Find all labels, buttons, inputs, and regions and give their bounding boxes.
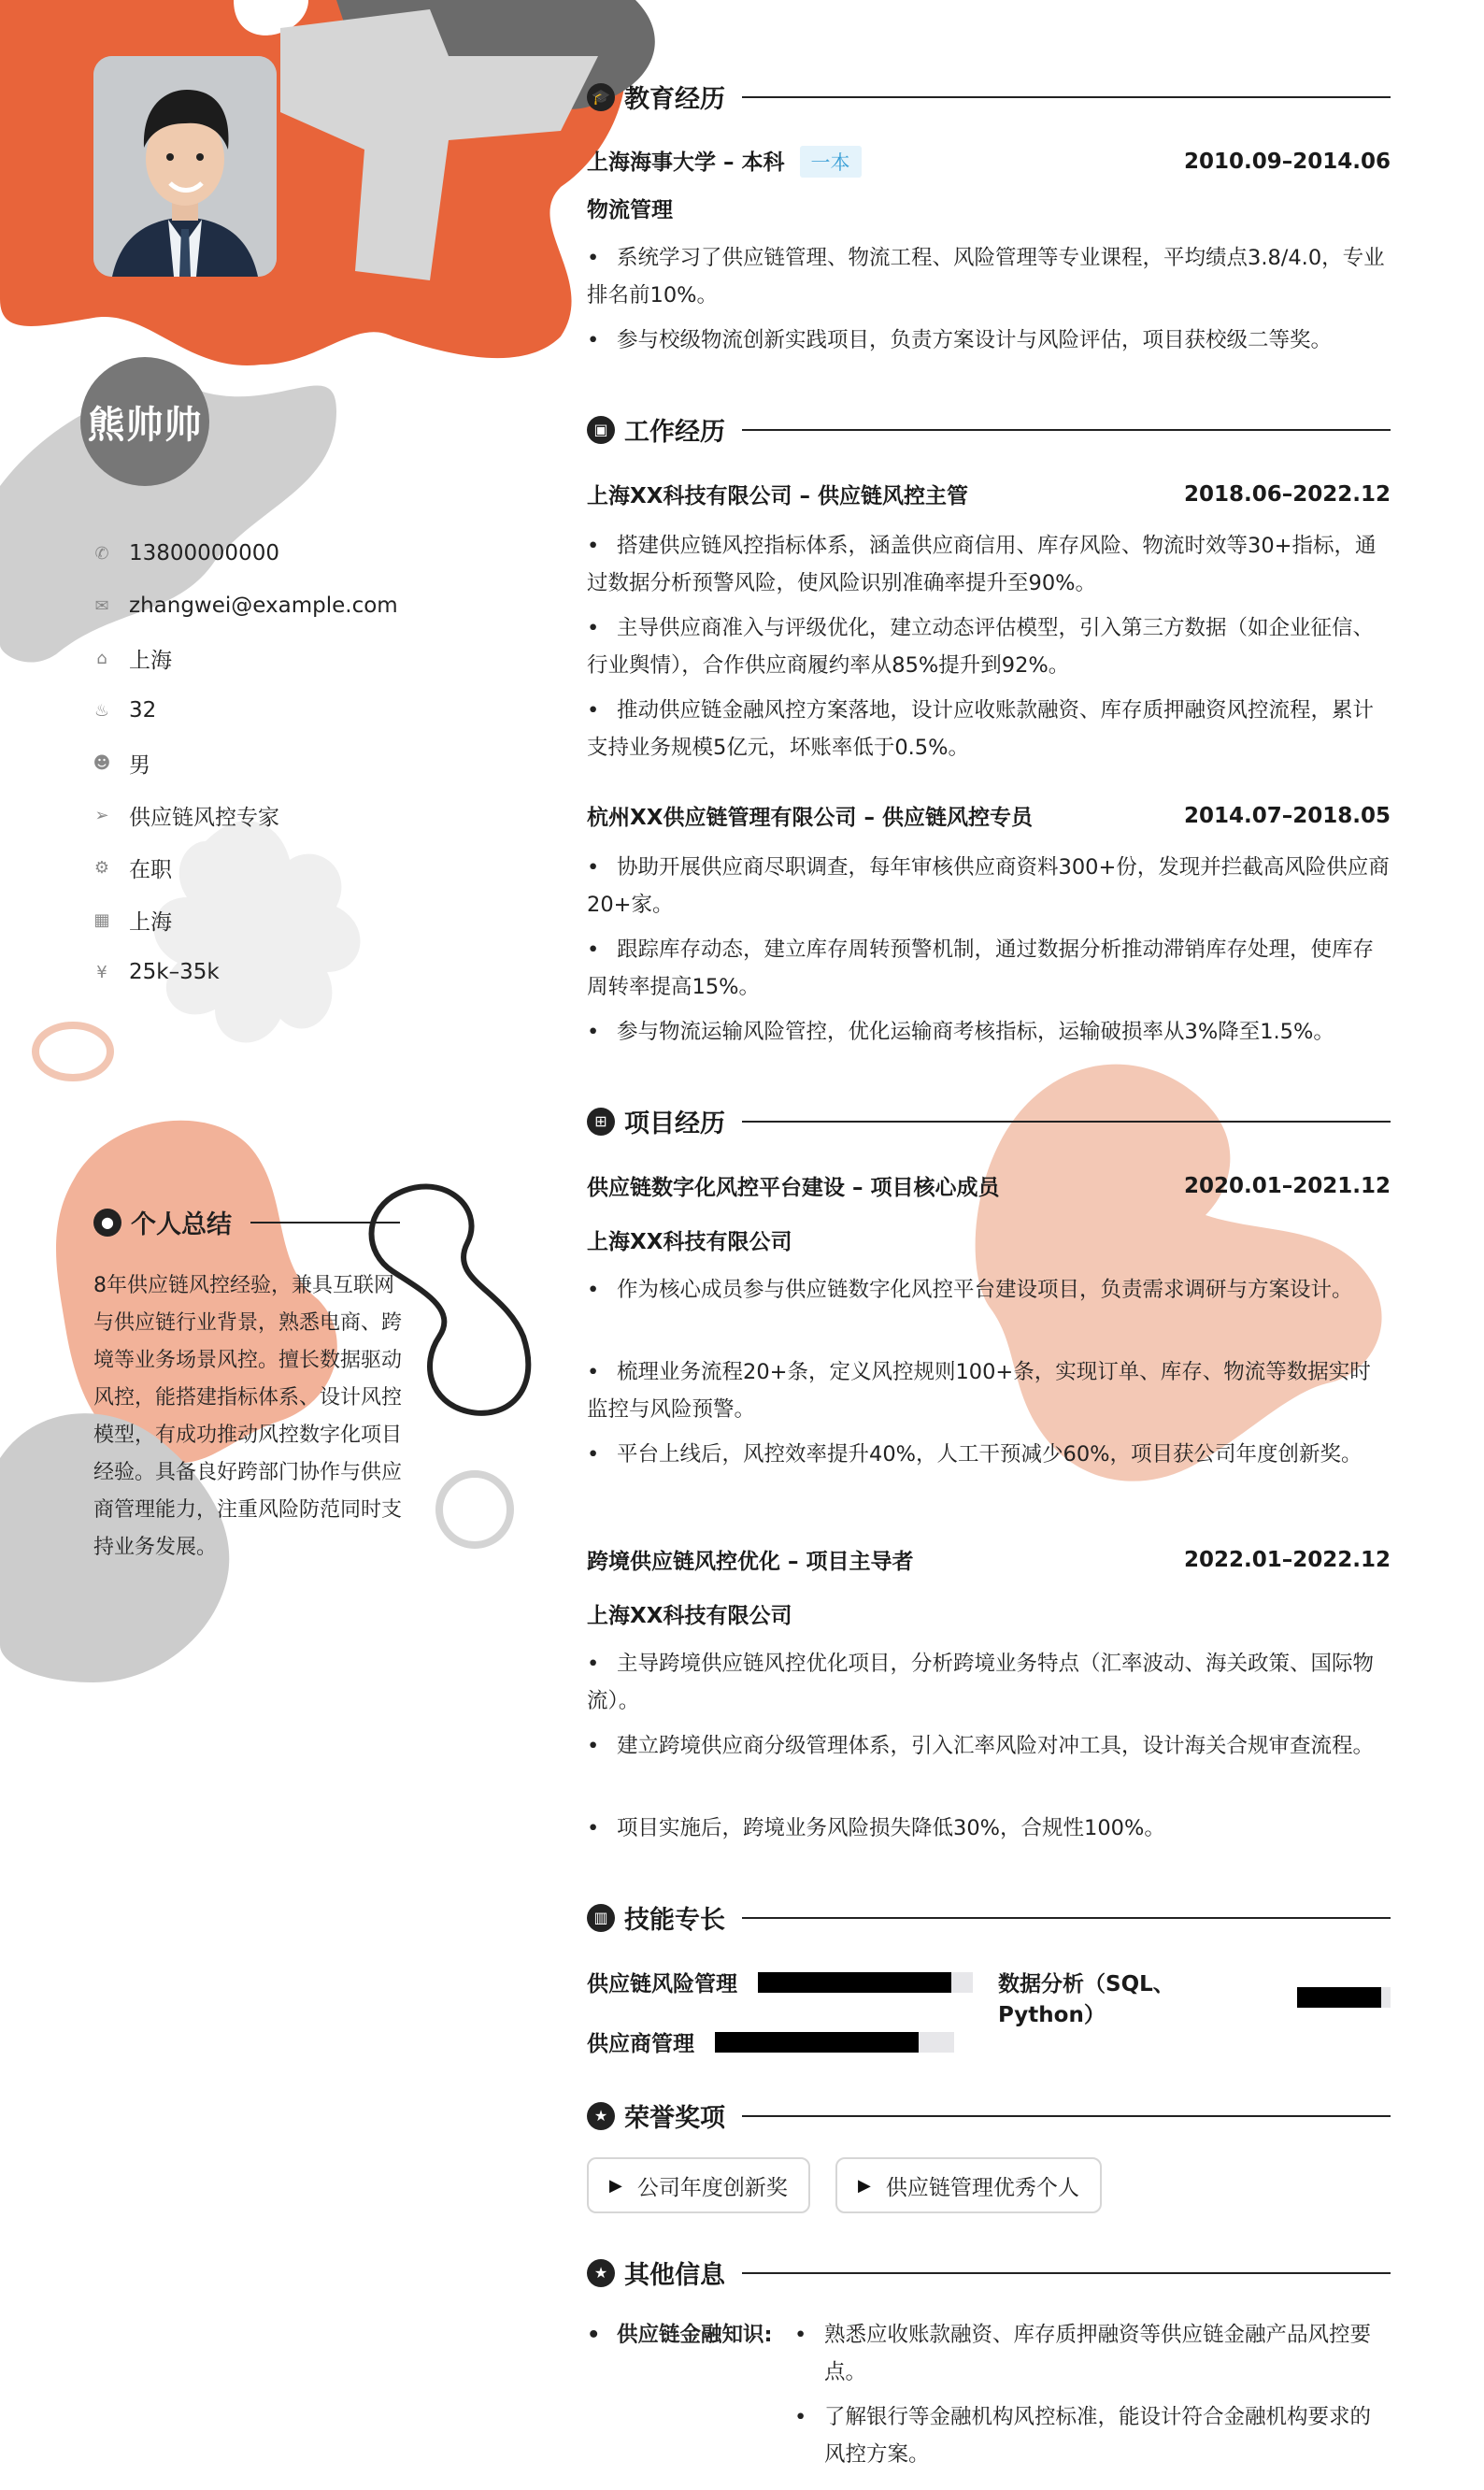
person-photo xyxy=(93,56,277,277)
section-divider xyxy=(742,2115,1391,2117)
contact-info-list xyxy=(92,527,398,998)
education-bullet: • 系统学习了供应链管理、物流工程、风险管理等专业课程，平均绩点3.8/4.0，专业排名前10%。 xyxy=(587,239,1391,314)
phone-icon: ✆ xyxy=(94,543,109,564)
other-title: 其他信息 xyxy=(624,2261,725,2290)
graduation-cap-icon: 🎓 xyxy=(587,83,615,111)
job-company: 上海XX科技有限公司 – 供应链风控主管 xyxy=(587,484,968,508)
info-email xyxy=(92,580,398,632)
education-school-wrap xyxy=(587,145,862,178)
job-row xyxy=(587,479,1391,509)
skills-title: 技能专长 xyxy=(624,1906,725,1935)
summary-divider xyxy=(250,1222,400,1224)
job-bullet: • 协助开展供应商尽职调查，每年审核供应商资料300+份，发现并拦截高风险供应商20+家。 xyxy=(587,849,1391,923)
education-row xyxy=(587,145,1391,178)
skill-item xyxy=(587,1967,973,1997)
section-divider xyxy=(742,2272,1391,2274)
award-item xyxy=(587,2157,810,2213)
summary-text: 8年供应链风控经验，兼具互联网与供应链行业背景，熟悉电商、跨境等业务场景风控。擅长数据驱动风控，能搭建指标体系、设计风控模型，有成功推动风控数字化项目经验。具备良好跨部门协作与供应商管理能力，注重风险防范同时支持业务发展。 xyxy=(93,1274,403,1559)
status-icon: ⚙ xyxy=(93,857,110,878)
education-date: 2010.09–2014.06 xyxy=(1183,149,1391,174)
cake-icon: ♨ xyxy=(93,700,110,721)
skill-name: 供应链风险管理 xyxy=(587,1972,737,1996)
projects-heading xyxy=(587,1103,1391,1139)
other-info-bullet xyxy=(794,2316,1391,2391)
skill-item xyxy=(998,1967,1391,2028)
project-date: 2020.01–2021.12 xyxy=(1183,1173,1391,1198)
left-column xyxy=(0,0,523,2490)
info-age-text: 32 xyxy=(129,698,157,723)
award-icon: ★ xyxy=(587,2102,615,2130)
other-info-bullet-text: 了解银行等金融机构风控标准，能设计符合金融机构要求的风控方案。 xyxy=(824,2405,1372,2467)
other-info-label: 供应链金融知识: xyxy=(617,2323,773,2347)
other-info-label-wrap xyxy=(587,2316,794,2473)
summary-title: 个人总结 xyxy=(131,1210,232,1239)
job-company: 杭州XX供应链管理有限公司 – 供应链风控专员 xyxy=(587,806,1033,830)
project-bullet: • 主导跨境供应链风控优化项目，分析跨境业务特点（汇率波动、海关政策、国际物流）。 xyxy=(587,1645,1391,1720)
bar-chart-icon: ▥ xyxy=(587,1904,615,1932)
info-location xyxy=(92,632,398,684)
other-heading xyxy=(587,2254,1391,2291)
other-info-bullet xyxy=(794,2398,1391,2473)
skills-heading xyxy=(587,1899,1391,1936)
info-phone xyxy=(92,527,398,580)
projects-title: 项目经历 xyxy=(624,1109,725,1138)
project-org: 上海XX科技有限公司 xyxy=(587,1230,792,1254)
awards-title: 荣誉奖项 xyxy=(624,2104,725,2133)
skill-level-fill xyxy=(758,1972,951,1993)
info-icon: ★ xyxy=(587,2259,615,2287)
info-gender-text: 男 xyxy=(129,752,150,778)
info-location-text: 上海 xyxy=(129,648,172,673)
awards-heading xyxy=(587,2097,1391,2134)
job-bullet: • 主导供应商准入与评级优化，建立动态评估模型，引入第三方数据（如企业征信、行业舆情），合作供应商履约率从85%提升到92%。 xyxy=(587,609,1391,684)
education-major: 物流管理 xyxy=(587,198,673,222)
project-name: 跨境供应链风控优化 – 项目主导者 xyxy=(587,1550,914,1574)
salary-icon: ¥ xyxy=(96,962,107,982)
bullet-dot: • xyxy=(587,2323,601,2347)
project-row xyxy=(587,1544,1391,1575)
award-item xyxy=(835,2157,1102,2213)
section-divider xyxy=(742,1121,1391,1123)
summary-heading xyxy=(93,1204,400,1240)
info-gender xyxy=(92,737,398,789)
education-title: 教育经历 xyxy=(624,85,725,114)
bullet-dot: • xyxy=(794,2323,807,2347)
job-bullet: • 搭建供应链风控指标体系，涵盖供应商信用、库存风险、物流时效等30+指标，通过数据分析预警风险，使风险识别准确率提升至90%。 xyxy=(587,527,1391,602)
info-target-role xyxy=(92,789,398,841)
name-badge xyxy=(80,357,209,486)
info-status-text: 在职 xyxy=(129,857,172,882)
other-info-bullet-text: 熟悉应收账款融资、库存质押融资等供应链金融产品风控要点。 xyxy=(824,2323,1372,2384)
skill-name: 供应商管理 xyxy=(587,2032,694,2056)
project-bullet: • 建立跨境供应商分级管理体系，引入汇率风险对冲工具，设计海关合规审查流程。 xyxy=(587,1727,1391,1765)
job-row xyxy=(587,800,1391,831)
skill-level-fill xyxy=(715,2032,919,2053)
building-icon: ▦ xyxy=(93,909,110,930)
school-tier-badge: 一本 xyxy=(800,146,862,178)
gender-icon: ☻ xyxy=(93,752,111,773)
info-age xyxy=(92,684,398,737)
project-bullet: • 梳理业务流程20+条，定义风控规则100+条，实现订单、库存、物流等数据实时监控与风险预警。 xyxy=(587,1353,1391,1428)
project-date: 2022.01–2022.12 xyxy=(1183,1547,1391,1572)
info-email-text: zhangwei@example.com xyxy=(129,594,398,618)
mail-icon: ✉ xyxy=(94,595,109,616)
other-info-bullets xyxy=(794,2316,1391,2473)
avatar xyxy=(93,56,277,277)
project-org: 上海XX科技有限公司 xyxy=(587,1604,792,1628)
user-icon: ● xyxy=(93,1209,121,1237)
grid-icon: ⊞ xyxy=(587,1108,615,1136)
home-icon: ⌂ xyxy=(96,648,107,668)
info-city xyxy=(92,894,398,946)
project-name: 供应链数字化风控平台建设 – 项目核心成员 xyxy=(587,1176,1000,1200)
skill-name: 数据分析（SQL、Python） xyxy=(998,1972,1175,2027)
job-date: 2018.06–2022.12 xyxy=(1183,481,1391,507)
other-info-row xyxy=(587,2316,1391,2473)
job-date: 2014.07–2018.05 xyxy=(1183,803,1391,828)
info-salary xyxy=(92,946,398,998)
skill-level-bar xyxy=(758,1972,973,1993)
award-label: 公司年度创新奖 xyxy=(636,2175,788,2200)
info-phone-text: 13800000000 xyxy=(129,541,279,565)
info-city-text: 上海 xyxy=(129,909,172,935)
education-heading xyxy=(587,79,1391,115)
project-bullet: • 平台上线后，风控效率提升40%，人工干预减少60%，项目获公司年度创新奖。 xyxy=(587,1436,1391,1473)
play-icon: ▶ xyxy=(609,2175,622,2196)
bullet-dot: • xyxy=(794,2405,807,2429)
section-divider xyxy=(742,96,1391,98)
play-icon: ▶ xyxy=(858,2175,871,2196)
project-row xyxy=(587,1170,1391,1201)
project-bullet: • 作为核心成员参与供应链数字化风控平台建设项目，负责需求调研与方案设计。 xyxy=(587,1271,1391,1309)
briefcase-icon: ▣ xyxy=(587,416,615,444)
info-salary-text: 25k–35k xyxy=(129,960,220,984)
project-bullet: • 项目实施后，跨境业务风险损失降低30%，合规性100%。 xyxy=(587,1810,1391,1847)
skill-item xyxy=(587,2026,954,2057)
skill-level-fill xyxy=(1297,1987,1381,2008)
job-bullet: • 推动供应链金融风控方案落地，设计应收账款融资、库存质押融资风控流程，累计支持业务规模5亿元，坏账率低于0.5%。 xyxy=(587,692,1391,766)
other-info-block xyxy=(587,2316,1391,2473)
work-heading xyxy=(587,411,1391,448)
info-status xyxy=(92,841,398,894)
work-title: 工作经历 xyxy=(624,418,725,447)
education-school: 上海海事大学 – 本科 xyxy=(587,150,785,175)
education-bullet: • 参与校级物流创新实践项目，负责方案设计与风险评估，项目获校级二等奖。 xyxy=(587,322,1391,359)
job-bullet: • 跟踪库存动态，建立库存周转预警机制，通过数据分析推动滞销库存处理，使库存周转率提高15%。 xyxy=(587,931,1391,1006)
section-divider xyxy=(742,429,1391,431)
skill-level-bar xyxy=(715,2032,954,2053)
info-target-role-text: 供应链风控专家 xyxy=(129,805,279,830)
section-divider xyxy=(742,1917,1391,1919)
send-icon: ➢ xyxy=(94,805,109,825)
award-label: 供应链管理优秀个人 xyxy=(885,2175,1079,2200)
candidate-name: 熊帅帅 xyxy=(87,403,203,447)
job-bullet: • 参与物流运输风险管控，优化运输商考核指标，运输破损率从3%降至1.5%。 xyxy=(587,1013,1391,1051)
skill-level-bar xyxy=(1297,1987,1391,2008)
